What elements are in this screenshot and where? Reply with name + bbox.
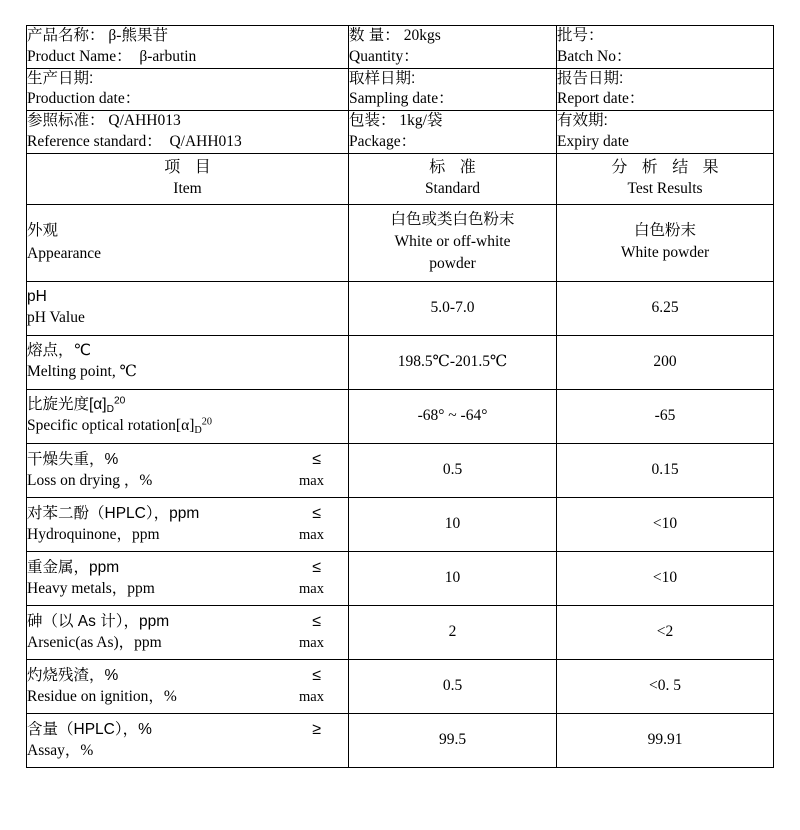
spec-item-cn: 对苯二酚（HPLC），ppm [27,504,200,522]
spec-result-value: <10 [652,568,678,586]
spec-standard-value: 99.5 [438,730,467,748]
spec-item-cell-heavy-metals [27,551,349,605]
spec-standard-value: 白色或类白色粉末 [390,211,515,229]
spec-result-cell-hydroquinone [557,497,774,551]
info-value-cn: Q/AHH013 [108,112,181,130]
spec-max-label: max [299,526,324,543]
table-row [27,659,774,713]
spec-item-line-en [27,416,348,437]
info-row [27,111,774,154]
column-header-item-cn: 项 目 [164,158,216,176]
spec-result-value: <10 [652,514,678,532]
info-line-cn [557,111,773,132]
info-label-cn: 产品名称： [27,27,105,44]
spec-result-cell-arsenic [557,605,774,659]
spec-result-value: <0. 5 [649,676,681,694]
info-value-en: Q/AHH013 [169,132,242,150]
column-header-test-results-en: Test Results [627,180,703,198]
spec-item-en: Loss on drying ，% [27,471,153,489]
spec-standard-value: 0.5 [442,676,463,694]
info-line-cn [557,26,773,47]
spec-item-cn: 重金属，ppm [27,558,120,576]
spec-item-en: Arsenic(as As)，ppm [27,633,162,651]
spec-standard-value: 198.5℃-201.5℃ [397,352,508,370]
column-header-item-en: Item [173,180,202,198]
spec-standard-cell-heavy-metals [349,551,557,605]
spec-standard-cell-specific-optical-rotation [349,389,557,443]
spec-item-line-cn [27,611,348,633]
info-label-cn: 生产日期: [27,69,94,87]
spec-item-cell-specific-optical-rotation [27,389,349,443]
spec-standard-cell-hydroquinone [349,497,557,551]
info-line-en [27,47,348,68]
info-label-en: Production date： [27,90,141,108]
spec-item-line-en [27,362,348,383]
spec-standard-cell-arsenic [349,605,557,659]
spec-max-label: max [299,472,324,489]
info-label-cn: 参照标准： [27,112,105,130]
spec-operator-symbol: ≥ [312,720,321,738]
spec-item-en: Residue on ignition，% [27,687,177,705]
table-row [27,605,774,659]
spec-standard-value: 5.0-7.0 [430,298,475,316]
spec-standard-cell-appearance [349,204,557,281]
info-label-en: Quantity： [349,47,419,65]
info-cell [27,111,349,154]
spec-item-line-en [27,579,348,600]
info-line-cn [349,69,556,90]
spec-item-cn: 含量（HPLC），% [27,720,152,738]
spec-item-cn: 砷（以 As 计），ppm [27,612,170,630]
spec-item-cn: 灼烧残渣，% [27,666,119,684]
info-label-cn: 包装： [349,112,396,130]
info-line-en [349,89,556,110]
spec-result-value: 0.15 [651,460,679,478]
column-header-standard [349,153,557,204]
spec-item-line-en [27,525,348,546]
info-label-en: Reference standard： [27,132,162,150]
info-line-cn [557,69,773,90]
info-value-en: β-arbutin [139,47,197,65]
spec-item-line-cn [27,665,348,687]
info-label-cn: 取样日期: [349,69,416,87]
spec-standard-value: 0.5 [442,460,463,478]
info-label-cn: 报告日期: [557,69,624,87]
spec-max-label: max [299,688,324,705]
spec-result-value: 6.25 [651,298,679,316]
info-cell [557,26,774,69]
table-row [27,389,774,443]
spec-item-line-en [27,471,348,492]
spec-item-line-cn [27,449,348,471]
spec-standard-value: 2 [448,622,457,640]
column-header-standard-en: Standard [424,180,481,198]
info-cell [557,111,774,154]
column-header-item [27,153,349,204]
spec-item-cell-melting-point [27,335,349,389]
spec-item-cell-hydroquinone [27,497,349,551]
spec-standard-cell-residue-on-ignition [349,659,557,713]
table-row [27,497,774,551]
spec-item-en: Appearance [27,244,102,262]
spec-item-cn: 熔点，℃ [27,342,91,360]
spec-result-value: <2 [656,622,674,640]
info-line-cn [349,111,556,132]
coa-table [26,25,774,768]
info-cell [349,68,557,111]
spec-item-cell-loss-on-drying [27,443,349,497]
spec-item-line-cn [27,557,348,579]
info-line-en [27,89,348,110]
info-line-cn [27,69,348,90]
spec-standard-cell-assay [349,713,557,767]
info-line-en [557,132,773,153]
table-row [27,443,774,497]
info-line-cn [27,111,348,132]
info-value-cn: 20kgs [403,27,441,44]
info-cell [349,111,557,154]
spec-item-cell-assay [27,713,349,767]
coa-table-body [27,26,774,768]
info-cell [557,68,774,111]
info-label-en: Expiry date [557,132,629,150]
spec-item-line-cn [27,719,348,741]
spec-result-value: 白色粉末 [633,222,696,240]
spec-result-cell-assay [557,713,774,767]
spec-item-cn: pH [27,288,47,306]
spec-operator-symbol: ≤ [312,666,321,684]
spec-result-cell-residue-on-ignition [557,659,774,713]
info-line-en [349,47,556,68]
info-line-en [557,89,773,110]
table-row [27,335,774,389]
spec-result-cell-melting-point [557,335,774,389]
spec-standard-cell-loss-on-drying [349,443,557,497]
spec-result-cell-loss-on-drying [557,443,774,497]
spec-standard-value: powder [429,254,476,272]
info-value-cn: 1kg/袋 [399,112,443,130]
table-row [27,204,774,281]
spec-item-en: Melting point, ℃ [27,363,137,381]
info-row [27,68,774,111]
spec-standard-value: 10 [444,514,461,532]
spec-max-label: max [299,634,324,651]
spec-result-value: White powder [620,244,710,262]
spec-item-line-en [27,741,348,762]
info-label-en: Report date： [557,90,645,108]
info-cell [349,26,557,69]
spec-item-cell-appearance [27,204,349,281]
spec-standard-value: -68° ~ -64° [417,406,488,424]
spec-item-line-cn [27,503,348,525]
spec-result-value: -65 [654,406,676,424]
spec-item-line-en [27,308,348,329]
info-cell [27,68,349,111]
info-cell [27,26,349,69]
spec-result-value: 200 [653,352,677,370]
info-line-en [557,47,773,68]
spec-item-en: Hydroquinone，ppm [27,525,160,543]
spec-item-cn: 干燥失重，% [27,450,119,468]
spec-item-line-cn [27,341,348,362]
info-label-en: Package： [349,132,417,150]
info-line-cn [349,26,556,47]
spec-standard-cell-ph [349,281,557,335]
spec-result-cell-heavy-metals [557,551,774,605]
spec-operator-symbol: ≤ [312,504,321,522]
info-label-cn: 有效期: [557,112,608,130]
spec-operator-symbol: ≤ [312,558,321,576]
spec-item-line-cn [27,395,348,416]
info-label-en: Sampling date： [349,90,454,108]
spec-item-cell-residue-on-ignition [27,659,349,713]
spec-item-cell-arsenic [27,605,349,659]
spec-result-cell-specific-optical-rotation [557,389,774,443]
info-label-cn: 批号： [557,27,604,44]
spec-operator-symbol: ≤ [312,450,321,468]
spec-result-cell-ph [557,281,774,335]
column-header-test-results-cn: 分 析 结 果 [611,158,724,176]
info-line-cn [27,26,348,47]
spec-item-en: Assay，% [27,741,94,759]
spec-result-value: 99.91 [647,730,683,748]
info-value-cn: β-熊果苷 [108,27,168,44]
table-row [27,281,774,335]
spec-standard-value: 10 [444,568,461,586]
column-header-standard-cn: 标 准 [429,158,481,176]
info-label-cn: 数 量： [349,27,400,44]
info-label-en: Product Name： [27,47,132,65]
spec-item-line-en [27,633,348,654]
info-line-en [27,132,348,153]
spec-max-label: max [299,580,324,597]
info-label-en: Batch No： [557,47,632,65]
spec-item-cell-ph [27,281,349,335]
spec-operator-symbol: ≤ [312,612,321,630]
spec-standard-value: White or off-white [394,233,511,251]
spec-standard-cell-melting-point [349,335,557,389]
spec-item-en: Specific optical $rotation[\alpha]_D^{20}$ [27,416,212,436]
spec-item-line-en [27,687,348,708]
spec-item-cn: 外观 [27,221,59,239]
spec-item-cn: 比旋光度$[\alpha]_D^{20}$ [27,396,126,416]
spec-item-en: pH Value [27,309,85,327]
column-header-test-results [557,153,774,204]
table-row [27,713,774,767]
spec-item-en: Heavy metals，ppm [27,579,155,597]
info-line-en [349,132,556,153]
info-row [27,26,774,69]
column-header-row [27,153,774,204]
spec-item-line-cn [27,287,348,308]
table-row [27,551,774,605]
spec-result-cell-appearance [557,204,774,281]
